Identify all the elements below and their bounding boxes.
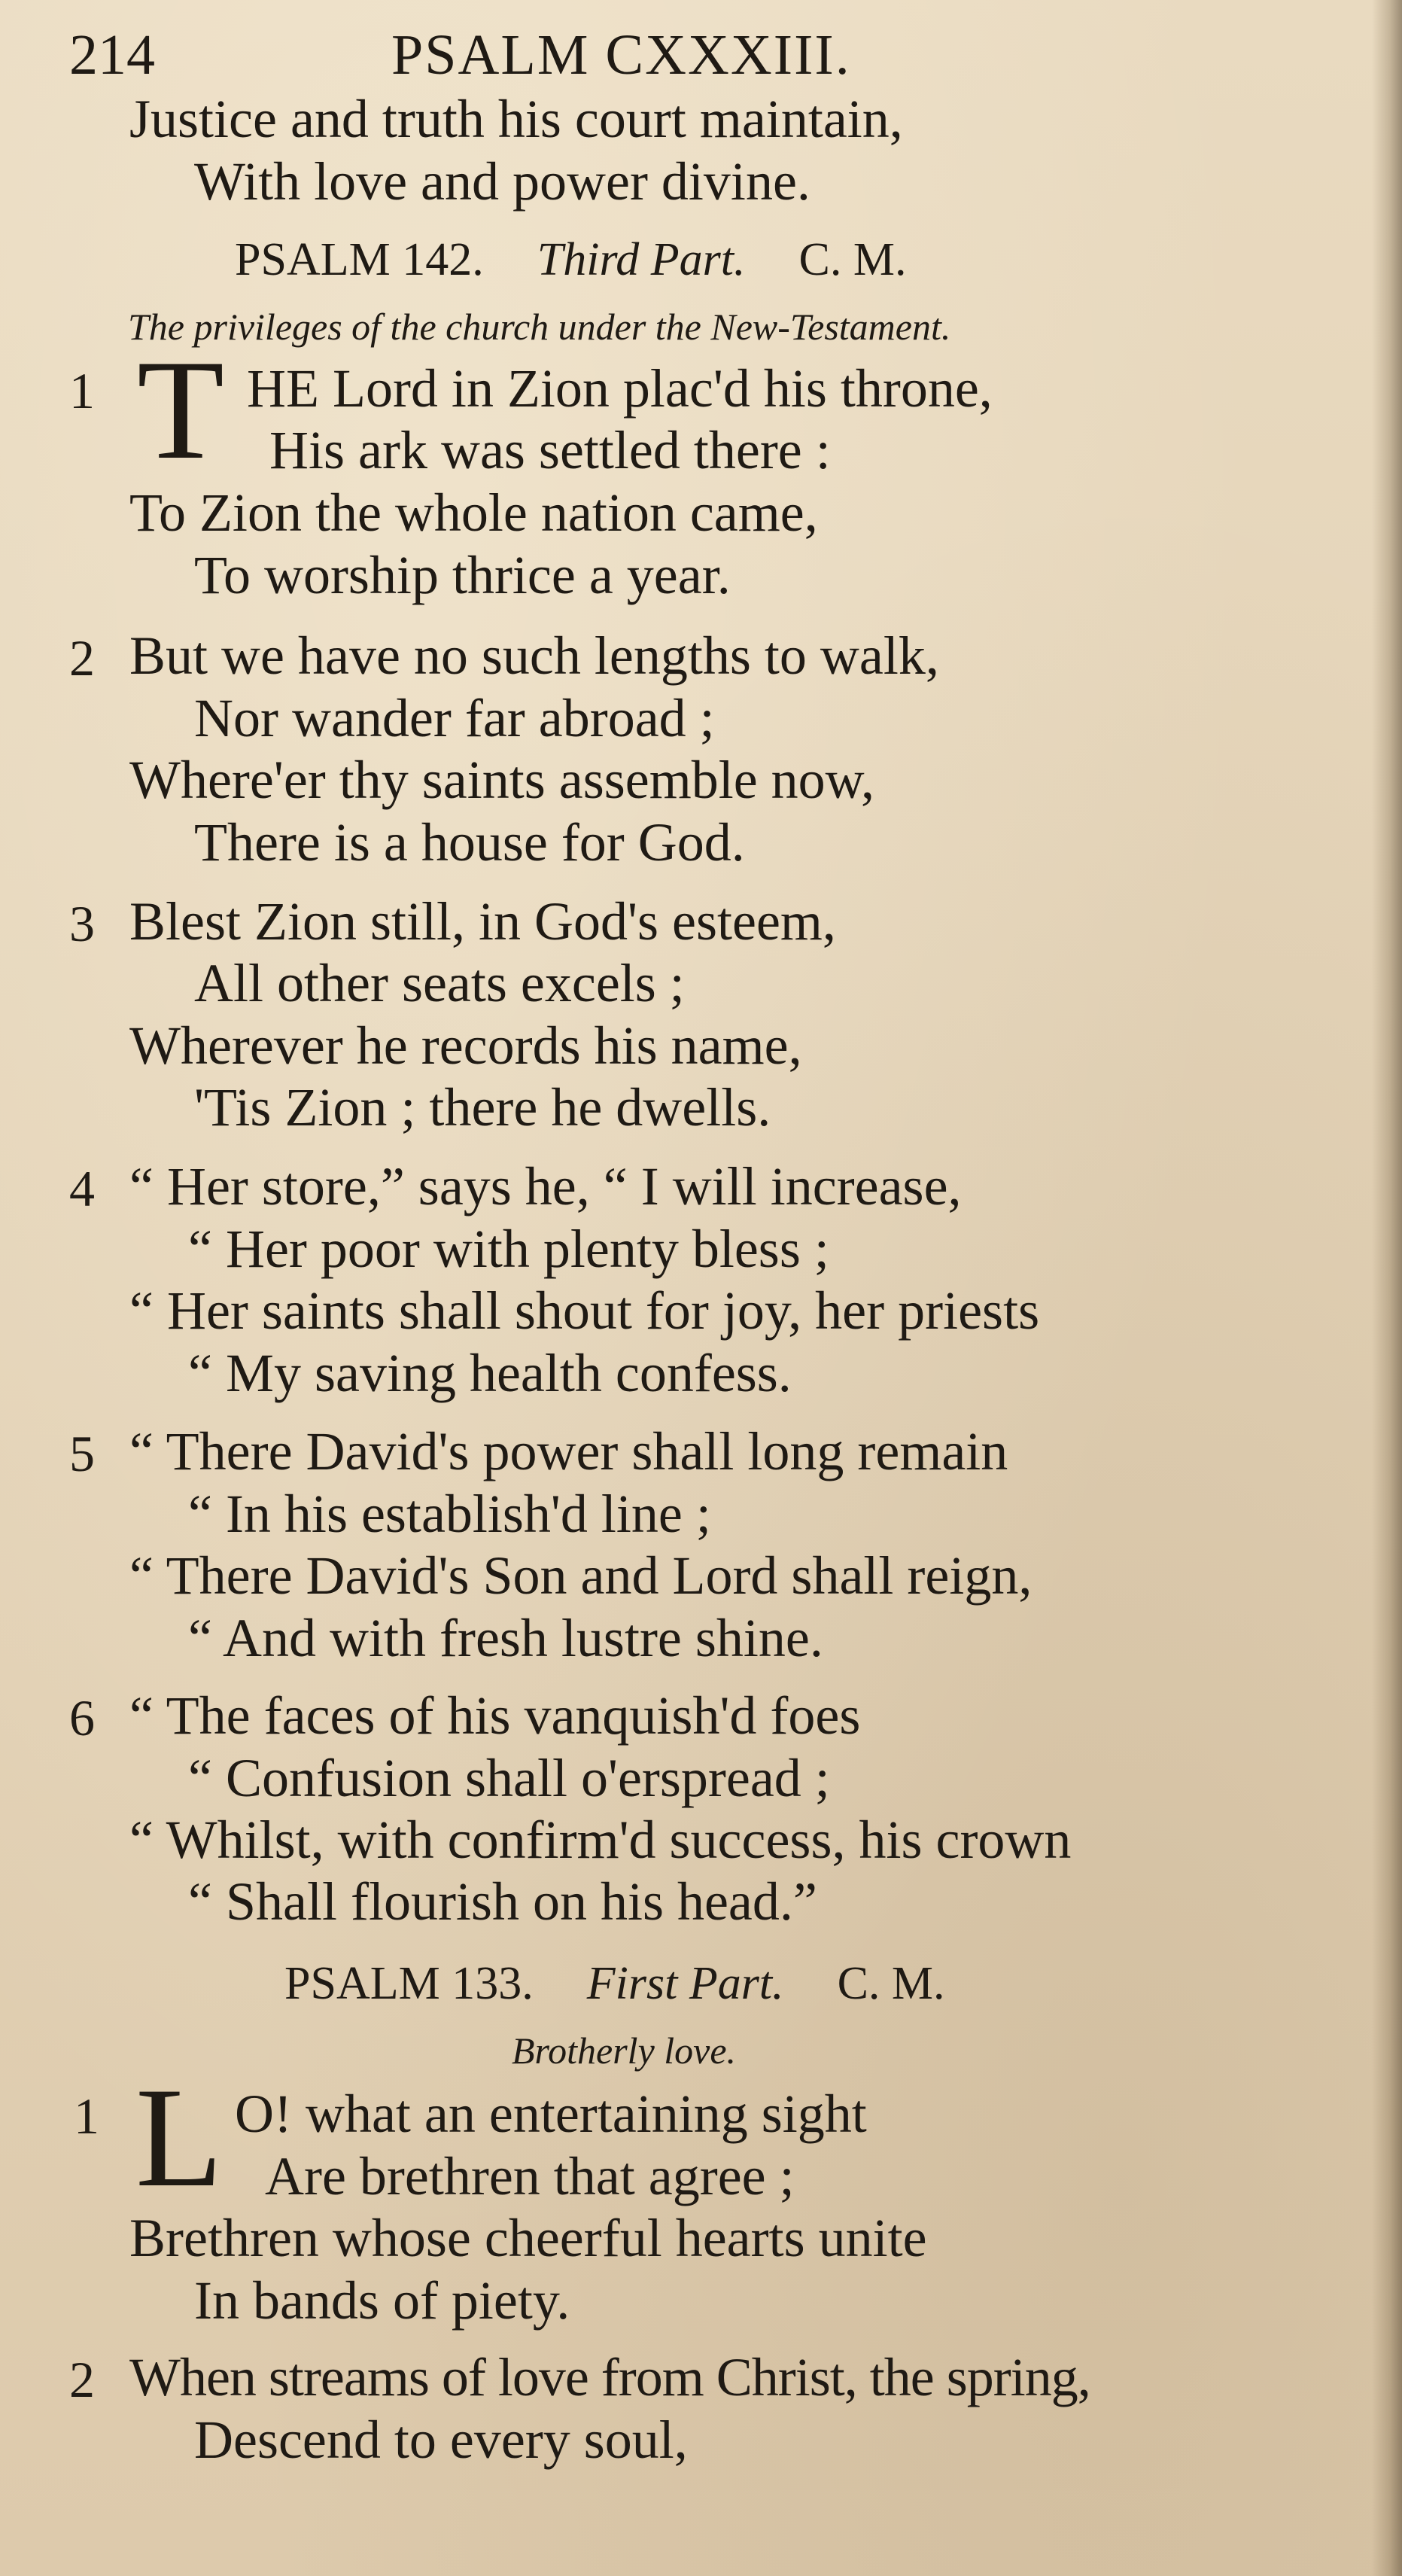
verse-line: “ Her store,” says he, “ I will increase, [129,1156,962,1216]
verse-number: 2 [69,2351,95,2408]
psalm-heading-1 [235,233,907,287]
verse-number: 4 [69,1160,95,1217]
psalm-heading-meter: C. M. [837,1958,945,2009]
verse-line: O! what an entertaining sight [235,2084,867,2144]
verse-line: All other seats excels ; [194,953,685,1013]
verse-line: “ There David's Son and Lord shall reign, [129,1545,1032,1606]
psalm-subtitle-1: The privileges of the church under the New-Testament. [128,306,951,348]
verse-line: “ Shall flourish on his head.” [188,1871,817,1932]
running-title: PSALM CXXXIII. [391,23,851,87]
verse-line: Where'er thy saints assemble now, [129,750,874,810]
verse-line: “ Her poor with plenty bless ; [188,1219,829,1279]
verse-number: 1 [74,2087,99,2145]
page-edge-shadow [1372,0,1402,2576]
verse-number: 5 [69,1425,95,1482]
verse-line: There is a house for God. [194,812,745,872]
carryover-line-2: With love and power divine. [194,151,810,212]
page-number: 214 [69,23,155,87]
psalm-subtitle-2: Brotherly love. [512,2029,737,2072]
verse-line: When streams of love from Christ, the spring, [129,2347,1090,2407]
verse-line: Blest Zion still, in God's esteem, [129,891,836,952]
psalm-heading-part: Third Part. [537,234,746,285]
psalm-heading-meter: C. M. [798,234,907,285]
verse-number: 2 [69,629,95,687]
verse-line: “ There David's power shall long remain [129,1421,1008,1481]
psalm-heading-number: PSALM 142. [235,234,484,285]
verse-line: “ And with fresh lustre shine. [188,1608,823,1668]
verse-line: “ My saving health confess. [188,1343,792,1403]
verse-line: Are brethren that agree ; [265,2146,795,2206]
psalm-heading-number: PSALM 133. [284,1958,534,2009]
verse-line: Brethren whose cheerful hearts unite [129,2208,927,2268]
verse-line: “ The faces of his vanquish'd foes [129,1685,861,1746]
verse-line: Nor wander far abroad ; [194,688,715,748]
verse-line: Descend to every soul, [194,2410,688,2470]
verse-line: But we have no such lengths to walk, [129,626,939,686]
drop-cap-letter: L [135,2059,224,2217]
verse-line: “ Confusion shall o'erspread ; [188,1748,830,1808]
verse-line: To Zion the whole nation came, [129,483,818,543]
carryover-line-1: Justice and truth his court maintain, [129,89,903,149]
psalm-heading-part: First Part. [586,1958,784,2009]
verse-line: To worship thrice a year. [194,545,731,605]
verse-line: In bands of piety. [194,2270,570,2331]
psalm-heading-2 [284,1957,945,2011]
verse-line: 'Tis Zion ; there he dwells. [194,1077,771,1137]
verse-line: His ark was settled there : [269,420,831,480]
drop-cap-letter: T [137,331,225,489]
verse-number: 6 [69,1689,95,1746]
verse-line: HE Lord in Zion plac'd his throne, [247,358,993,419]
verse-line: “ Whilst, with confirm'd success, his crown [129,1810,1072,1870]
verse-number: 1 [69,362,95,419]
verse-line: “ Her saints shall shout for joy, her priests [129,1280,1040,1341]
verse-number: 3 [69,895,95,952]
verse-line: Wherever he records his name, [129,1015,802,1076]
verse-line: “ In his establish'd line ; [188,1484,711,1544]
